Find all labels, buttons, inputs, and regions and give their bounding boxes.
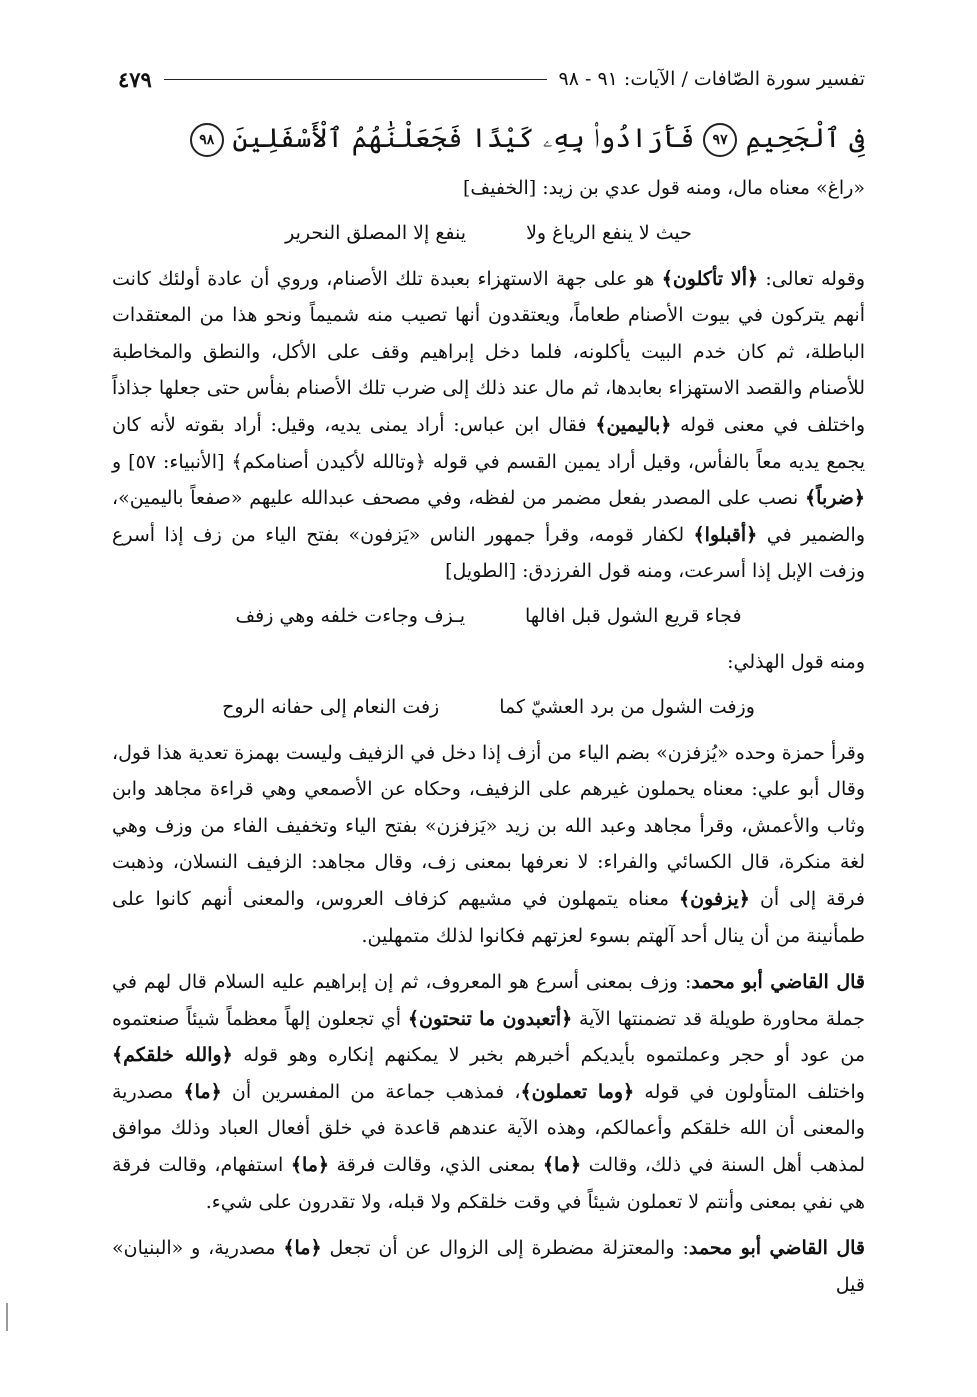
paragraph <box>112 261 865 590</box>
text-run: مصدرية والمعنى أن الله خلقكم وأعمالكم، وهذه الآية عندهم قاعدة في خلق أفعال العباد وذلك موافق لمذهب أهل السنة في ذلك، وقالت <box>112 1080 865 1177</box>
quran-quote: ﴿أقبلوا﴾ <box>693 523 758 546</box>
text-run: هو على جهة الاستهزاء بعبدة تلك الأصنام، وروي أن عادة أولئك كانت أنهم يتركون في بيوت الأصنام طعاماً، ويعتقدون أنها تصيب منه شميماً ونحو هذا من المعتقدات الباطلة، ثم كان خدم البيت يأكلونه، فلما دخل إبراهيم وقف على الأكل، والنطق والمخاطبة للأصنام والقصد الاستهزاء بعابدها، ثم مال عند ذلك إلى ضرب تلك الأصنام بفأس حتى جعلها جذاذاً واختلف في معنى قوله <box>112 267 865 436</box>
quran-quote: ﴿ما﴾ <box>283 1237 322 1260</box>
verse-hemistich: حيث لا ينفع الرياغ ولا <box>526 221 692 244</box>
text-run: : وزف بمعنى أسرع هو المعروف، ثم إن إبراهيم عليه السلام قال لهم في جملة محاورة طويلة قد تضمنتها الآية <box>112 971 865 1030</box>
ayah-marker: ٩٨ <box>190 123 224 157</box>
verse-hemistich: زفت النعام إلى حفانه الروح <box>222 695 440 718</box>
verse-hemistich: فجاء قريع الشول قبل افالها <box>525 604 742 627</box>
speaker-label: قال القاضي أبو محمد <box>688 1237 866 1260</box>
text-run: استفهام، وقالت فرقة هي نفي بمعنى وأنتم لا تعملون شيئاً في وقت خلقكم ولا قبله، ولا تقدرون على شيء. <box>112 1154 865 1213</box>
quran-quote: ﴿ما﴾ <box>542 1154 582 1177</box>
text-run: فقال ابن عباس: أراد يمنى يديه، وقيل: أراد بقوته لأنه كان يجمع يديه معاً بالفأس، وقيل أراد يمين القسم في قوله ﴿وتالله لأكيدن أصنامكم﴾ [الأنبياء: ٥٧] و <box>112 413 865 473</box>
running-title: تفسير سورة الصّافات / الآيات: ٩١ - ٩٨ <box>558 68 865 90</box>
verse-hemistich: يـزف وجاءت خلفه وهي زفف <box>235 604 465 627</box>
text-run: ، فمذهب جماعة من المفسرين أن <box>221 1080 521 1103</box>
verse-hemistich: ينفع إلا المصلق النحرير <box>285 221 467 244</box>
text-run: : والمعتزلة مضطرة إلى الزوال عن أن تجعل <box>321 1237 689 1260</box>
paragraph: ومنه قول الهذلي: <box>727 650 865 673</box>
quran-quote: ﴿ما﴾ <box>183 1080 222 1103</box>
text-run: نصب على المصدر بفعل مضمر من لفظه، وفي مصحف عبدالله عليهم «صفعاً باليمين»، والضمير في <box>112 487 865 546</box>
quran-text: فَأَرَادُوا۟ بِهِۦ كَيْدًا فَجَعَلْنَٰهُمُ ٱلْأَسْفَلِينَ <box>232 123 695 154</box>
poetry-verse <box>112 687 865 727</box>
quran-quote: ﴿يزفون﴾ <box>679 887 750 910</box>
page-header <box>118 62 865 96</box>
quran-quote: ﴿ألا تأكلون﴾ <box>661 267 759 290</box>
verse-hemistich: وزفت الشول من برد العشيّ كما <box>499 695 755 718</box>
paragraph: «راغ» معناه مال، ومنه قول عدي بن زيد: [الخفيف] <box>463 177 865 199</box>
page-number: ٤٧٩ <box>118 66 152 92</box>
quran-quote: ﴿والله خلقكم﴾ <box>112 1044 233 1067</box>
header-rule <box>164 79 547 80</box>
text-run: معناه يتمهلون في مشيهم كزفاف العروس، والمعنى أنهم كانوا على طمأنينة من أن ينال أحد آلهتم بسوء لعزتهم فكانوا لذلك متمهلين. <box>112 887 865 947</box>
poetry-verse <box>112 213 865 253</box>
poetry-verse <box>112 596 865 636</box>
quran-quote: ﴿ما﴾ <box>290 1154 330 1177</box>
paragraph <box>112 735 865 955</box>
quran-quote: ﴿ضرباً﴾ <box>805 487 865 510</box>
quran-quote: ﴿باليمين﴾ <box>595 413 672 436</box>
page-content <box>112 112 865 1303</box>
text-run: وقرأ حمزة وحده «يُزفزن» بضم الياء من أزف إذا دخل في الزفيف وليست بهمزة تعدية هذا قول، وقال أبو علي: معناه يحملون غيرهم على الزفيف، وحكاه عن الأصمعي وهي قراءة مجاهد وابن وثاب والأعمش، وقرأ مجاهد وعبد الله بن زيد «يَزفزن» بفتح الياء وتخفيف الفاء من وزف وهي لغة منكرة، قال الكسائي والفراء: لا نعرفها بمعنى زف، وقال مجاهد: الزفيف النسلان، وذهبت فرقة إلى أن <box>112 741 865 910</box>
margin-mark <box>6 1303 8 1331</box>
text-run: أي تجعلون إلهاً معظماً شيئاً صنعتموه من عود أو حجر وعملتموه بأيديكم أخبرهم بخبر لا يمكنهم إنكاره وهو قوله <box>112 1007 866 1067</box>
quran-quote: ﴿أتعبدون ما تنحتون﴾ <box>407 1007 573 1030</box>
speaker-label: قال القاضي أبو محمد <box>691 971 865 994</box>
paragraph <box>112 964 865 1220</box>
ayah-marker: ٩٧ <box>703 123 737 157</box>
quran-verse-line <box>112 112 865 166</box>
text-run: وقوله تعالى: <box>758 267 865 290</box>
text-run: بمعنى الذي، وقالت فرقة <box>329 1154 543 1177</box>
text-run: لكفار قومه، وقرأ جمهور الناس «يَزفون» بفتح الياء من زف إذا أسرع وزفت الإبل إذا أسرعت، ومنه قول الفرزدق: [الطويل] <box>112 523 865 583</box>
quran-quote: ﴿وما تعملون﴾ <box>520 1080 635 1103</box>
text-run: واختلف المتأولون في قوله <box>634 1080 865 1103</box>
quran-text: فِى ٱلْجَحِيمِ <box>745 123 865 154</box>
paragraph <box>112 1230 865 1303</box>
text-run: مصدرية، و «البنيان» قيل <box>112 1237 865 1296</box>
